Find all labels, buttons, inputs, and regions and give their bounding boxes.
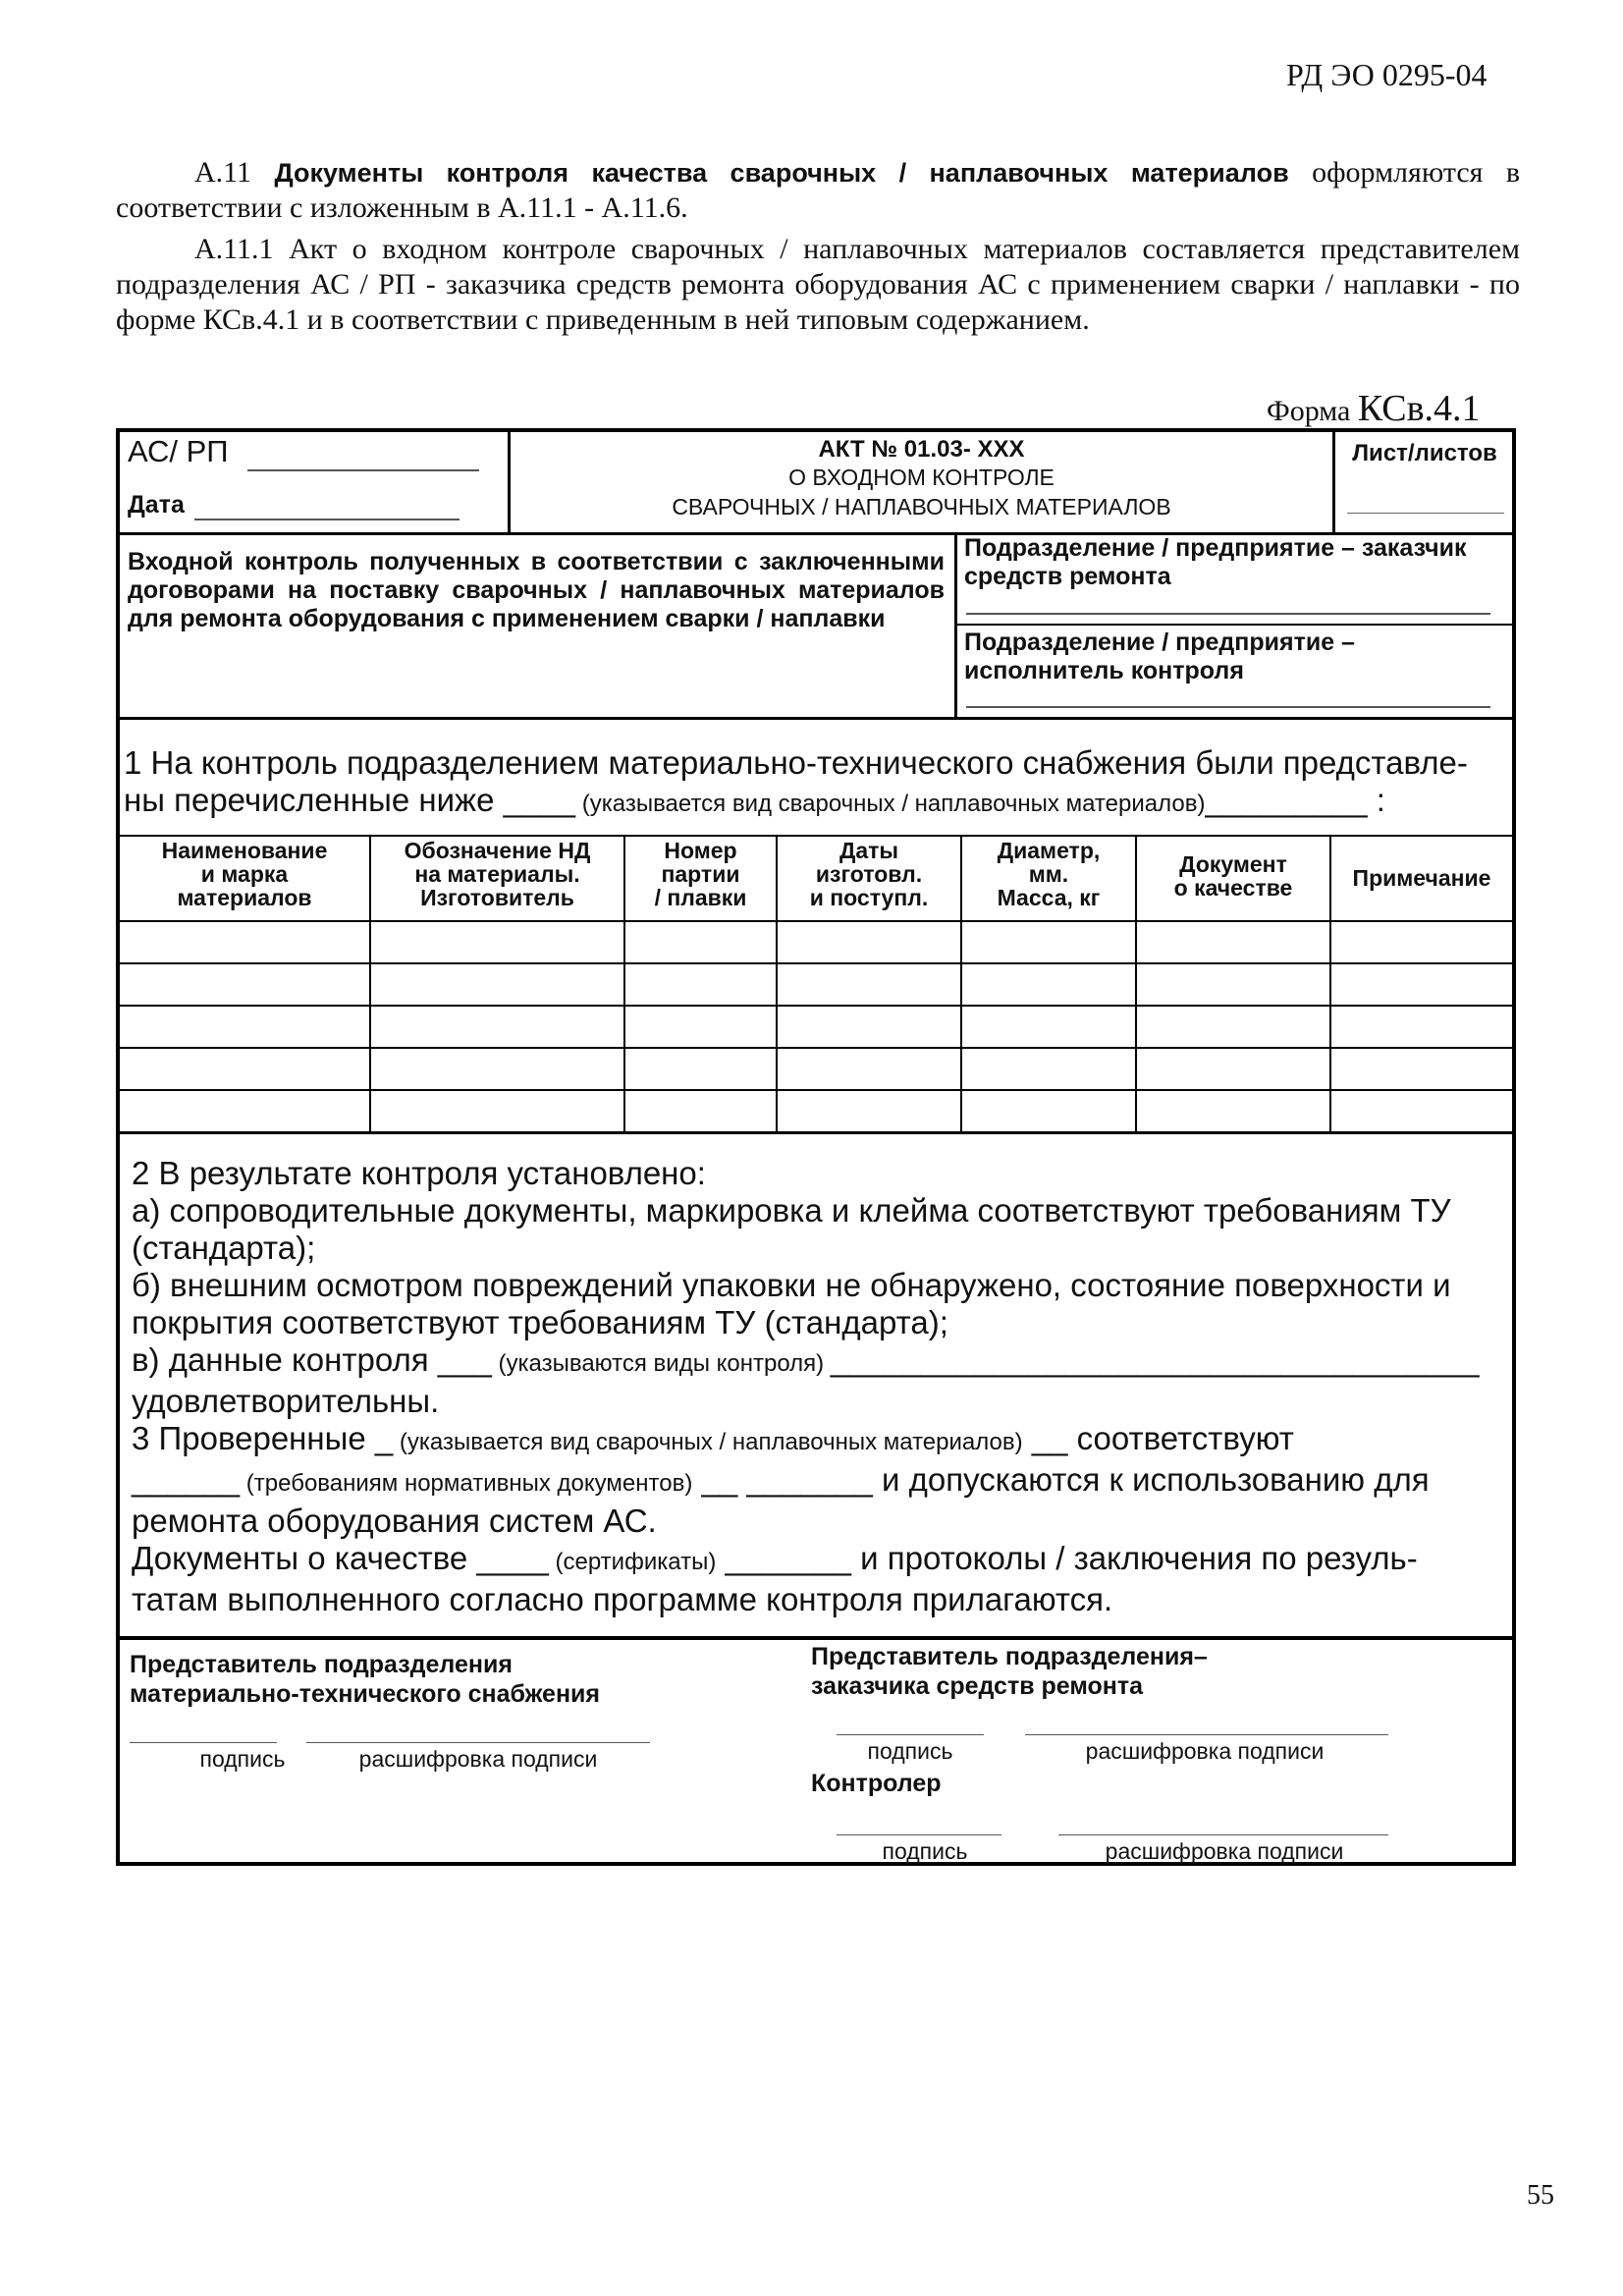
left-decode-label: расшифровка подписи [358,1746,598,1772]
s2-l11-text: Документы о качестве ____ [132,1540,549,1576]
date-field[interactable] [194,519,460,520]
s1-blank2[interactable]: _________ [1205,782,1368,818]
s2-line2: а) сопроводительные документы, маркировка и клейма соответствуют требованиям ТУ [132,1192,1451,1229]
page-number: 55 [1527,2180,1554,2211]
s2-line7: удовлетворительны. [132,1383,440,1419]
right-rep-title [811,1642,1208,1701]
left-rep-title-2: материально-технического снабжения [130,1680,601,1708]
controller-decode-label: расшифровка подписи [1105,1838,1344,1864]
s2-l9-rest: __ _______ и допускаются к использованию для [692,1461,1430,1498]
form-label-prefix: Форма [1267,395,1358,427]
executor-label: Подразделение / предприятие – исполнитель контроля [964,629,1355,684]
s1-blank1[interactable]: ____ [503,782,576,818]
left-sign-label: подпись [199,1746,286,1772]
right-decode-label: расшифровка подписи [1085,1738,1325,1764]
s2-l9-blank[interactable]: ______ [132,1461,241,1498]
table-header-diameter [962,839,1135,909]
s1-colon: : [1367,782,1385,818]
right-sign-field[interactable] [837,1734,984,1735]
s2-l6-hint: (указываются виды контроля) [491,1350,831,1377]
s2-l8-text: 3 Проверенные _ [132,1420,394,1456]
act-title-line2: О ВХОДНОМ КОНТРОЛЕ [788,465,1055,490]
customer-field[interactable] [966,613,1490,615]
section1-line2 [124,782,1508,819]
s2-l11-rest: _______ и протоколы / заключения по резуль- [716,1540,1418,1576]
s2-l9-hint: (требованиям нормативных документов) [240,1470,693,1497]
header-text: Диаметр, мм. Масса, кг [997,838,1101,910]
para-bold-title: Документы контроля качества сварочных / наплавочных материалов [274,158,1289,188]
para-lead: А.11 [194,156,275,189]
executor-field[interactable] [966,706,1490,708]
header-text: Обозначение НД на материалы. Изготовитель [404,838,591,910]
subject-text: Входной контроль полученных в соответствии с заключенными договорами на поставку сварочных / наплавочных материалов для ремонта оборудования с применением сварки / наплавки [128,548,945,632]
sheet-label: Лист/листов [1352,440,1497,466]
table-top [120,835,1512,837]
s1-hint: (указывается вид сварочных / наплавочных материалов) [575,791,1206,817]
table-row-line-4 [120,1089,1512,1091]
table-header-quality-doc [1137,852,1329,900]
table-header-dates [778,839,960,909]
s2-line6 [132,1341,1506,1383]
s2-l11-hint: (сертификаты) [548,1549,717,1575]
left-rep-title [130,1650,600,1709]
s2-line3: (стандарта); [132,1230,316,1266]
table-header-bottom [120,920,1512,922]
s2-l6-blank[interactable]: ____________________________________ [830,1341,1480,1378]
right-rep-title-2: заказчика средств ремонта [811,1672,1144,1700]
right-decode-field[interactable] [1025,1734,1388,1735]
right-sign-label: подпись [867,1738,953,1764]
table-bottom [120,1131,1512,1134]
intro-paragraph-a11-1: А.11.1 Акт о входном контроле сварочных / наплавочных материалов составляется представителем подразделения АС / РП - заказчика средств ремонта оборудования АС с применением сварки / наплавки - по форме КСв.4.1 и в соответствии с приведенным в ней типовым содержанием. [116,233,1520,336]
customer-label: Подразделение / предприятие – заказчик средств ремонта [964,534,1467,590]
line-subject-bottom [120,717,1512,720]
line-header-v2 [1332,432,1335,532]
s2-line1: 2 В результате контроля установлено: [132,1155,706,1191]
form-label [1267,387,1481,430]
s2-line11 [132,1540,1506,1581]
table-row-line-3 [120,1047,1512,1049]
controller-sign-field[interactable] [837,1834,1001,1835]
act-title-line1: АКТ № 01.03- XXX [818,436,1025,463]
table-row-line-1 [120,962,1512,964]
s2-line10: ремонта оборудования систем АС. [132,1503,657,1539]
left-sign-field[interactable] [130,1742,277,1743]
s2-line5: покрытия соответствуют требованиям ТУ (стандарта); [132,1304,948,1340]
para-rest: оформляются в соответствии с изложенным в А.11.1 - А.11.6. [116,156,1520,224]
controller-label: Контролер [811,1770,942,1797]
as-rp-field[interactable] [247,469,479,471]
s1-text: ны перечисленные ниже [124,782,504,818]
left-rep-title-1: Представитель подразделения [130,1651,513,1678]
table-header-name [120,839,369,909]
act-form [116,428,1516,1866]
right-rep-title-1: Представитель подразделения– [811,1643,1208,1670]
section2-text [132,1155,1506,1618]
date-label: Дата [128,491,185,519]
sheet-field[interactable] [1347,513,1504,514]
s2-l8-rest: __ соответствуют [1022,1420,1294,1456]
line-signatures-top [120,1636,1512,1640]
table-header-nd [371,839,623,909]
header-text: Номер партии / плавки [654,838,747,910]
left-decode-field[interactable] [306,1742,650,1743]
s2-line12: татам выполненного согласно программе контроля прилагаются. [132,1581,1113,1617]
header-text: Наименование и марка материалов [161,838,328,910]
table-header-note [1331,866,1512,890]
header-text: Примечание [1352,865,1491,891]
act-title-line3: СВАРОЧНЫХ / НАПЛАВОЧНЫХ МАТЕРИАЛОВ [672,494,1171,519]
header-text: Документ о качестве [1173,851,1293,901]
controller-sign-label: подпись [882,1838,968,1864]
s2-line9 [132,1461,1506,1503]
form-label-code: КСв.4.1 [1357,388,1481,429]
s2-line8 [132,1420,1506,1461]
s2-line4: б) внешним осмотром повреждений упаковки не обнаружено, состояние поверхности и [132,1267,1451,1303]
document-code: РД ЭО 0295-04 [1286,57,1488,92]
header-text: Даты изготовл. и поступл. [809,838,929,910]
controller-decode-field[interactable] [1058,1834,1388,1835]
line-customer-bottom [954,624,1512,626]
as-rp-label: АС/ РП [128,434,229,468]
section1-line1: 1 На контроль подразделением материально-технического снабжения были представле- [124,744,1468,781]
table-row-line-2 [120,1005,1512,1007]
table-header-batch [625,839,776,909]
intro-paragraph-a11 [116,155,1520,226]
s2-l6-text: в) данные контроля ___ [132,1341,492,1378]
s2-l8-hint: (указывается вид сварочных / наплавочных материалов) [393,1429,1023,1455]
